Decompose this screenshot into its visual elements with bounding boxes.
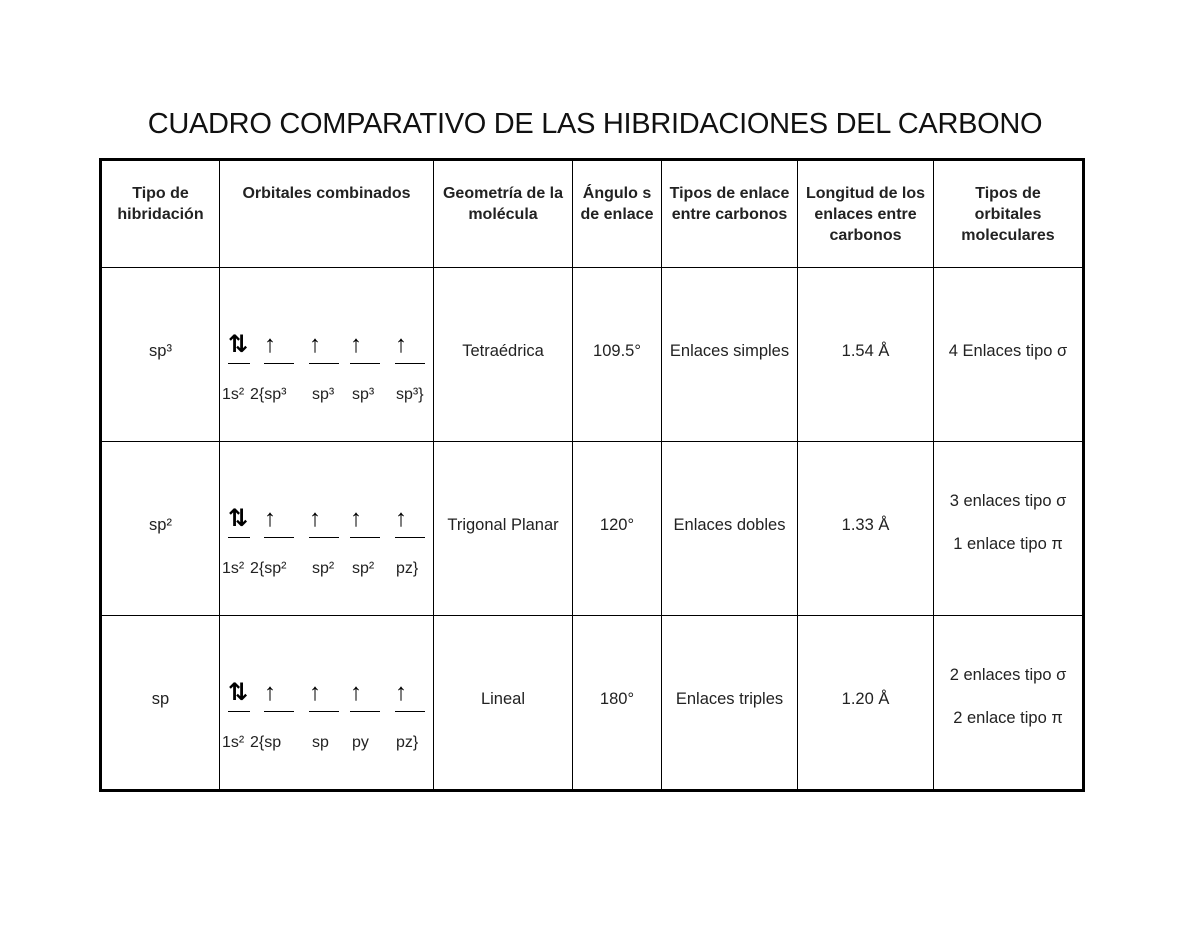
- cell-longitud: [798, 616, 934, 791]
- geometry-text: Tetraédrica: [462, 342, 544, 360]
- orbital-box: [395, 678, 425, 712]
- orbital-line: [228, 537, 250, 538]
- header-angulo: Ángulo s de enlace: [573, 160, 662, 268]
- orbital-line: [309, 711, 339, 712]
- header-enlace: Tipos de enlace entre carbonos: [662, 160, 798, 268]
- geometry-text: Lineal: [480, 690, 526, 708]
- orbital-line: [350, 537, 380, 538]
- orbital-line: [228, 711, 250, 712]
- orbital-label: sp: [312, 734, 329, 751]
- hybridization-type: sp²: [149, 516, 172, 534]
- orbital-label: sp³: [312, 386, 335, 403]
- orbital-box: [264, 504, 294, 538]
- orbital-label: 1s²: [222, 734, 245, 751]
- electron-arrow: ↑: [309, 331, 317, 358]
- cell-tipo: [101, 442, 220, 616]
- orbital-box: [228, 678, 250, 712]
- orbital-line: [264, 363, 294, 364]
- comparison-table: [99, 158, 1085, 792]
- bond-type-text: Enlaces triples: [675, 690, 784, 708]
- orbital-line: [395, 537, 425, 538]
- orbital-label: sp³}: [396, 386, 424, 403]
- orbital-box: [309, 678, 339, 712]
- cell-longitud: [798, 268, 934, 442]
- orbital-line: [350, 711, 380, 712]
- cell-enlace: [662, 616, 798, 791]
- angle-text: 180°: [599, 690, 635, 708]
- electron-arrow: ↑: [395, 331, 403, 358]
- orbital-label: pz}: [396, 560, 419, 577]
- cell-angulo: [573, 442, 662, 616]
- cell-orbitales: [220, 616, 434, 791]
- orbital-diagram: [220, 616, 433, 789]
- orbital-label: py: [352, 734, 369, 751]
- bond-type-text: Enlaces dobles: [673, 516, 786, 534]
- orbital-line: [350, 363, 380, 364]
- cell-geometria: [434, 616, 573, 791]
- molecular-orbital-text: 2 enlace tipo π: [953, 709, 1063, 727]
- orbital-label: sp²: [352, 560, 375, 577]
- header-orbitales-moleculares: Tipos de orbitales moleculares: [934, 160, 1084, 268]
- geometry-text: Trigonal Planar: [447, 516, 559, 534]
- cell-geometria: [434, 442, 573, 616]
- orbital-line: [264, 537, 294, 538]
- molecular-orbital-text: 1 enlace tipo π: [953, 535, 1063, 553]
- orbital-box: [395, 330, 425, 364]
- orbital-box: [309, 504, 339, 538]
- orbital-label: 2{sp³: [250, 386, 287, 403]
- bond-length-text: 1.54 Å: [841, 342, 890, 360]
- angle-text: 109.5°: [593, 342, 641, 360]
- orbital-line: [309, 363, 339, 364]
- paired-electron-arrows: ⇅: [228, 679, 245, 706]
- table-row: [101, 442, 1084, 616]
- orbital-box: [228, 330, 250, 364]
- orbital-box: [264, 330, 294, 364]
- orbital-label: 1s²: [222, 560, 245, 577]
- orbital-box: [350, 678, 380, 712]
- electron-arrow: ↑: [264, 505, 272, 532]
- orbital-line: [309, 537, 339, 538]
- header-tipo: Tipo de hibridación: [101, 160, 220, 268]
- orbital-line: [264, 711, 294, 712]
- hybridization-type: sp³: [149, 342, 172, 360]
- electron-arrow: ↑: [350, 331, 358, 358]
- electron-arrow: ↑: [264, 331, 272, 358]
- electron-arrow: ↑: [264, 679, 272, 706]
- cell-tipo: [101, 268, 220, 442]
- orbital-box: [350, 330, 380, 364]
- cell-enlace: [662, 442, 798, 616]
- molecular-orbital-text: 4 Enlaces tipo σ: [948, 342, 1068, 360]
- header-longitud: Longitud de los enlaces entre carbonos: [798, 160, 934, 268]
- orbital-diagram: [220, 442, 433, 615]
- electron-arrow: ↑: [350, 505, 358, 532]
- cell-longitud: [798, 442, 934, 616]
- electron-arrow: ↑: [395, 505, 403, 532]
- table-row: [101, 616, 1084, 791]
- orbital-label: sp²: [312, 560, 335, 577]
- paired-electron-arrows: ⇅: [228, 505, 245, 532]
- cell-orbitales: [220, 442, 434, 616]
- cell-angulo: [573, 268, 662, 442]
- orbital-label: sp³: [352, 386, 375, 403]
- electron-arrow: ↑: [309, 505, 317, 532]
- orbital-label: 2{sp²: [250, 560, 287, 577]
- orbital-box: [309, 330, 339, 364]
- bond-type-text: Enlaces simples: [669, 342, 790, 360]
- cell-orbitales-moleculares: [934, 268, 1084, 442]
- angle-text: 120°: [599, 516, 635, 534]
- table-row: [101, 268, 1084, 442]
- orbital-box: [264, 678, 294, 712]
- molecular-orbital-text: 3 enlaces tipo σ: [949, 492, 1067, 510]
- electron-arrow: ↑: [395, 679, 403, 706]
- hybridization-type: sp: [151, 690, 170, 708]
- orbital-line: [395, 711, 425, 712]
- cell-tipo: [101, 616, 220, 791]
- cell-orbitales-moleculares: [934, 442, 1084, 616]
- orbital-diagram: [220, 268, 433, 441]
- electron-arrow: ↑: [309, 679, 317, 706]
- orbital-label: 2{sp: [250, 734, 282, 751]
- header-geometria: Geometría de la molécula: [434, 160, 573, 268]
- bond-length-text: 1.33 Å: [841, 516, 890, 534]
- orbital-line: [228, 363, 250, 364]
- header-row: [101, 160, 1084, 268]
- cell-enlace: [662, 268, 798, 442]
- page-title: CUADRO COMPARATIVO DE LAS HIBRIDACIONES DEL CARBONO: [147, 108, 1043, 140]
- orbital-box: [350, 504, 380, 538]
- orbital-box: [228, 504, 250, 538]
- cell-geometria: [434, 268, 573, 442]
- orbital-box: [395, 504, 425, 538]
- cell-angulo: [573, 616, 662, 791]
- electron-arrow: ↑: [350, 679, 358, 706]
- orbital-line: [395, 363, 425, 364]
- molecular-orbital-text: 2 enlaces tipo σ: [949, 666, 1067, 684]
- orbital-label: 1s²: [222, 386, 245, 403]
- cell-orbitales-moleculares: [934, 616, 1084, 791]
- paired-electron-arrows: ⇅: [228, 331, 245, 358]
- orbital-label: pz}: [396, 734, 419, 751]
- cell-orbitales: [220, 268, 434, 442]
- header-orbitales: Orbitales combinados: [220, 160, 434, 268]
- bond-length-text: 1.20 Å: [841, 690, 890, 708]
